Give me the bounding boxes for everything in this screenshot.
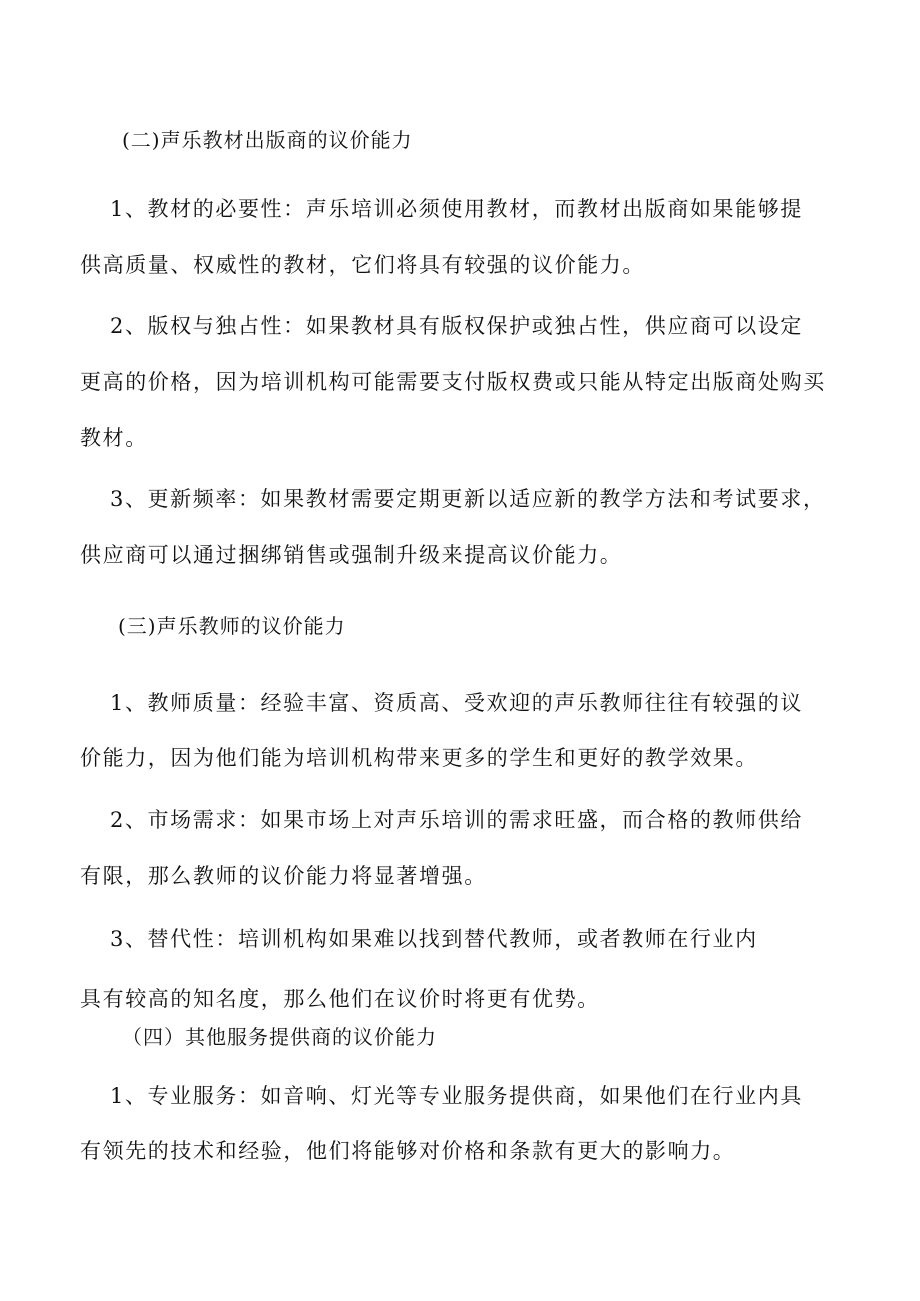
paragraph-line: 1、教师质量：经验丰富、资质高、受欢迎的声乐教师往往有较强的议 xyxy=(110,691,803,715)
paragraph-line: 3、替代性：培训机构如果难以找到替代教师，或者教师在行业内 xyxy=(110,927,758,951)
paragraph-line: 更高的价格，因为培训机构可能需要支付版权费或只能从特定出版商处购买 xyxy=(80,370,826,394)
paragraph-line: 供高质量、权威性的教材，它们将具有较强的议价能力。 xyxy=(80,253,645,277)
paragraph-line: 2、市场需求：如果市场上对声乐培训的需求旺盛，而合格的教师供给 xyxy=(110,808,803,832)
paragraph-line: 有限，那么教师的议价能力将显著增强。 xyxy=(80,864,487,888)
paragraph-line: 具有较高的知名度，那么他们在议价时将更有优势。 xyxy=(80,987,600,1011)
paragraph-line: 供应商可以通过捆绑销售或强制升级来提高议价能力。 xyxy=(80,543,623,567)
section-heading: （四）其他服务提供商的议价能力 xyxy=(122,1025,437,1049)
paragraph-line: 有领先的技术和经验，他们将能够对价格和条款有更大的影响力。 xyxy=(80,1139,736,1163)
paragraph-line: 教材。 xyxy=(80,426,148,450)
section-heading: (三)声乐教师的议价能力 xyxy=(118,614,346,638)
section-heading: (二)声乐教材出版商的议价能力 xyxy=(122,128,413,152)
paragraph-line: 1、专业服务：如音响、灯光等专业服务提供商，如果他们在行业内具 xyxy=(110,1084,803,1108)
paragraph-line: 1、教材的必要性：声乐培训必须使用教材，而教材出版商如果能够提 xyxy=(110,197,803,221)
paragraph-line: 3、更新频率：如果教材需要定期更新以适应新的教学方法和考试要求， xyxy=(110,487,826,511)
paragraph-line: 2、版权与独占性：如果教材具有版权保护或独占性，供应商可以设定 xyxy=(110,314,803,338)
paragraph-line: 价能力，因为他们能为培训机构带来更多的学生和更好的教学效果。 xyxy=(80,746,758,770)
